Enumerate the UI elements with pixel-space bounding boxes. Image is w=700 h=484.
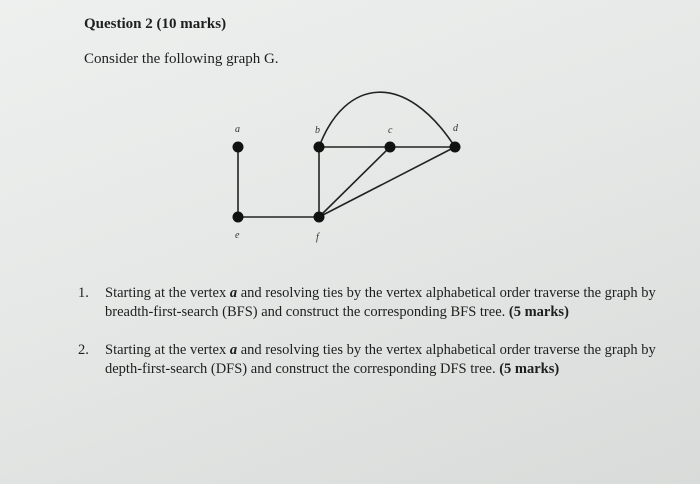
start-vertex: a — [229, 285, 238, 301]
task-marks: (5 marks) — [508, 304, 569, 320]
vertex-a — [233, 142, 244, 153]
edge-b-d-arc — [319, 92, 455, 147]
task-text: Starting at the vertex a and resolving ties by the vertex alphabetical order traverse the graph by depth-first-search (DFS) and construct the corresponding DFS tree. (5 marks) — [105, 342, 656, 377]
vertex-b — [314, 142, 325, 153]
vertex-label-a: a — [235, 124, 240, 135]
vertex-f — [314, 212, 325, 223]
task-number: 1. — [78, 285, 89, 301]
vertex-c — [385, 142, 396, 153]
task-marks: (5 marks) — [499, 361, 560, 377]
vertex-label-f: f — [316, 232, 319, 243]
start-vertex: a — [229, 342, 238, 358]
vertex-e — [233, 212, 244, 223]
intro-text: Consider the following graph G. — [84, 51, 279, 67]
edge-c-f — [319, 147, 390, 217]
question-heading: Question 2 (10 marks) — [84, 16, 227, 32]
task-text: Starting at the vertex a and resolving ties by the vertex alphabetical order traverse the graph by breadth-first-search (BFS) and construct the corresponding BFS tree. (5 marks) — [105, 285, 656, 320]
vertex-label-b: b — [315, 125, 320, 136]
vertex-label-d: d — [453, 123, 458, 134]
vertex-d — [450, 142, 461, 153]
edge-d-f — [319, 147, 455, 217]
vertex-label-c: c — [388, 125, 393, 136]
task-number: 2. — [78, 342, 89, 358]
vertex-label-e: e — [235, 230, 240, 241]
